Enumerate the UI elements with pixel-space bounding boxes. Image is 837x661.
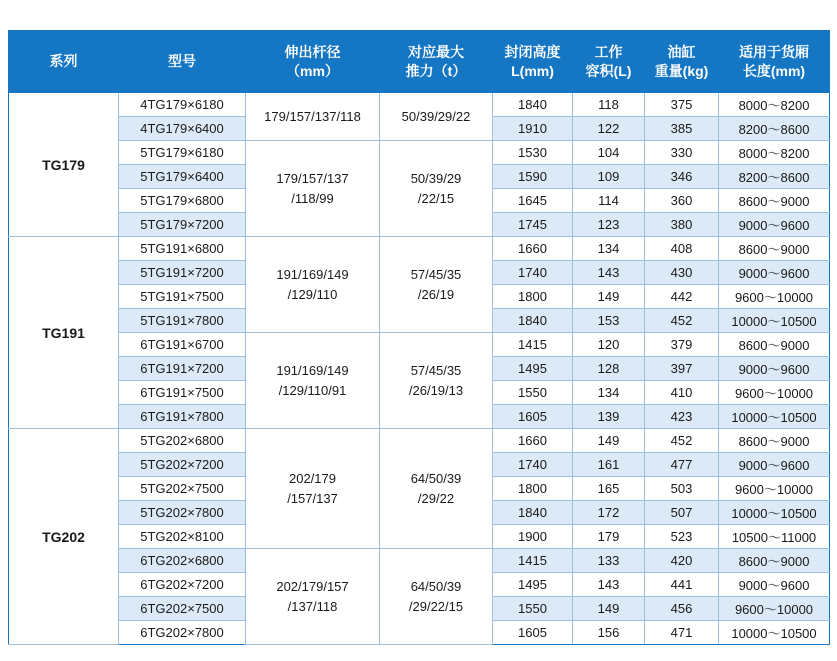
spec-table-container bbox=[8, 30, 829, 645]
working-volume-cell: 153 bbox=[573, 309, 645, 333]
header-line: 长度(mm) bbox=[742, 62, 806, 79]
header-line: 工作 bbox=[594, 43, 623, 60]
closed-height-cell: 1660 bbox=[493, 237, 573, 261]
hydraulic-cylinder-spec-table bbox=[8, 30, 830, 645]
header-line: 型号 bbox=[168, 53, 196, 70]
header-line: 伸出杆径 bbox=[284, 43, 341, 60]
working-volume-cell: 143 bbox=[573, 573, 645, 597]
cylinder-weight-cell: 408 bbox=[645, 237, 719, 261]
cylinder-weight-cell: 430 bbox=[645, 261, 719, 285]
closed-height-cell: 1530 bbox=[493, 141, 573, 165]
closed-height-cell: 1800 bbox=[493, 477, 573, 501]
cylinder-weight-cell: 420 bbox=[645, 549, 719, 573]
working-volume-cell: 118 bbox=[573, 93, 645, 117]
rod-diameter-cell: 191/169/149 /129/110 bbox=[246, 237, 380, 333]
model-cell: 6TG202×6800 bbox=[119, 549, 246, 573]
working-volume-cell: 134 bbox=[573, 381, 645, 405]
header-line: 重量(kg) bbox=[654, 62, 709, 79]
model-cell: 6TG202×7200 bbox=[119, 573, 246, 597]
closed-height-cell: 1605 bbox=[493, 621, 573, 645]
header-cell-max-thrust bbox=[380, 31, 493, 93]
working-volume-cell: 128 bbox=[573, 357, 645, 381]
model-cell: 5TG202×7800 bbox=[119, 501, 246, 525]
cargo-length-cell: 9000～9600 bbox=[719, 453, 830, 477]
cylinder-weight-cell: 397 bbox=[645, 357, 719, 381]
cargo-length-cell: 8000～8200 bbox=[719, 141, 830, 165]
model-cell: 6TG202×7800 bbox=[119, 621, 246, 645]
working-volume-cell: 134 bbox=[573, 237, 645, 261]
rod-diameter-cell: 191/169/149 /129/110/91 bbox=[246, 333, 380, 429]
model-cell: 6TG191×7500 bbox=[119, 381, 246, 405]
model-cell: 4TG179×6400 bbox=[119, 117, 246, 141]
working-volume-cell: 156 bbox=[573, 621, 645, 645]
model-cell: 5TG202×7200 bbox=[119, 453, 246, 477]
model-cell: 4TG179×6180 bbox=[119, 93, 246, 117]
header-line: 油缸 bbox=[667, 43, 696, 60]
cargo-length-cell: 9600～10000 bbox=[719, 285, 830, 309]
table-body bbox=[9, 93, 830, 645]
closed-height-cell: 1495 bbox=[493, 573, 573, 597]
table-header bbox=[9, 31, 830, 93]
working-volume-cell: 139 bbox=[573, 405, 645, 429]
cylinder-weight-cell: 477 bbox=[645, 453, 719, 477]
closed-height-cell: 1415 bbox=[493, 333, 573, 357]
cargo-length-cell: 8200～8600 bbox=[719, 165, 830, 189]
cylinder-weight-cell: 385 bbox=[645, 117, 719, 141]
table-row bbox=[9, 237, 830, 261]
working-volume-cell: 149 bbox=[573, 285, 645, 309]
cargo-length-cell: 10000～10500 bbox=[719, 309, 830, 333]
closed-height-cell: 1740 bbox=[493, 261, 573, 285]
rod-diameter-cell: 202/179/157 /137/118 bbox=[246, 549, 380, 645]
model-cell: 6TG202×7500 bbox=[119, 597, 246, 621]
cylinder-weight-cell: 471 bbox=[645, 621, 719, 645]
closed-height-cell: 1900 bbox=[493, 525, 573, 549]
working-volume-cell: 165 bbox=[573, 477, 645, 501]
cargo-length-cell: 8600～9000 bbox=[719, 333, 830, 357]
closed-height-cell: 1645 bbox=[493, 189, 573, 213]
series-cell: TG202 bbox=[9, 429, 119, 645]
closed-height-cell: 1605 bbox=[493, 405, 573, 429]
closed-height-cell: 1660 bbox=[493, 429, 573, 453]
header-line: 对应最大 bbox=[408, 43, 464, 60]
header-line: （mm） bbox=[286, 62, 339, 79]
cargo-length-cell: 9600～10000 bbox=[719, 381, 830, 405]
working-volume-cell: 114 bbox=[573, 189, 645, 213]
model-cell: 5TG202×7500 bbox=[119, 477, 246, 501]
model-cell: 5TG179×6800 bbox=[119, 189, 246, 213]
series-cell: TG191 bbox=[9, 237, 119, 429]
cylinder-weight-cell: 423 bbox=[645, 405, 719, 429]
cargo-length-cell: 10500～11000 bbox=[719, 525, 830, 549]
model-cell: 5TG179×7200 bbox=[119, 213, 246, 237]
header-line: 封闭高度 bbox=[504, 43, 561, 60]
table-row bbox=[9, 549, 830, 573]
header-cell-cylinder-weight bbox=[645, 31, 719, 93]
cargo-length-cell: 8600～9000 bbox=[719, 189, 830, 213]
cargo-length-cell: 8000～8200 bbox=[719, 93, 830, 117]
header-cell-rod-diameter bbox=[246, 31, 380, 93]
closed-height-cell: 1415 bbox=[493, 549, 573, 573]
working-volume-cell: 122 bbox=[573, 117, 645, 141]
model-cell: 6TG191×7200 bbox=[119, 357, 246, 381]
model-cell: 5TG191×7500 bbox=[119, 285, 246, 309]
header-line: 推力（t） bbox=[405, 62, 467, 79]
cargo-length-cell: 9000～9600 bbox=[719, 261, 830, 285]
cargo-length-cell: 8600～9000 bbox=[719, 429, 830, 453]
rod-diameter-cell: 202/179 /157/137 bbox=[246, 429, 380, 549]
working-volume-cell: 149 bbox=[573, 597, 645, 621]
working-volume-cell: 123 bbox=[573, 213, 645, 237]
working-volume-cell: 179 bbox=[573, 525, 645, 549]
header-row bbox=[9, 31, 830, 93]
cylinder-weight-cell: 346 bbox=[645, 165, 719, 189]
cylinder-weight-cell: 375 bbox=[645, 93, 719, 117]
cargo-length-cell: 8600～9000 bbox=[719, 549, 830, 573]
working-volume-cell: 133 bbox=[573, 549, 645, 573]
header-cell-series bbox=[9, 31, 119, 93]
max-thrust-cell: 50/39/29 /22/15 bbox=[380, 141, 493, 237]
model-cell: 5TG191×7800 bbox=[119, 309, 246, 333]
cylinder-weight-cell: 503 bbox=[645, 477, 719, 501]
max-thrust-cell: 64/50/39 /29/22/15 bbox=[380, 549, 493, 645]
working-volume-cell: 149 bbox=[573, 429, 645, 453]
header-cell-model bbox=[119, 31, 246, 93]
cargo-length-cell: 10000～10500 bbox=[719, 405, 830, 429]
rod-diameter-cell: 179/157/137/118 bbox=[246, 93, 380, 141]
rod-diameter-cell: 179/157/137 /118/99 bbox=[246, 141, 380, 237]
closed-height-cell: 1840 bbox=[493, 501, 573, 525]
closed-height-cell: 1745 bbox=[493, 213, 573, 237]
closed-height-cell: 1840 bbox=[493, 309, 573, 333]
max-thrust-cell: 57/45/35 /26/19 bbox=[380, 237, 493, 333]
max-thrust-cell: 64/50/39 /29/22 bbox=[380, 429, 493, 549]
cargo-length-cell: 9600～10000 bbox=[719, 597, 830, 621]
table-row bbox=[9, 333, 830, 357]
cylinder-weight-cell: 360 bbox=[645, 189, 719, 213]
closed-height-cell: 1740 bbox=[493, 453, 573, 477]
working-volume-cell: 109 bbox=[573, 165, 645, 189]
cargo-length-cell: 9000～9600 bbox=[719, 573, 830, 597]
cylinder-weight-cell: 410 bbox=[645, 381, 719, 405]
cylinder-weight-cell: 380 bbox=[645, 213, 719, 237]
working-volume-cell: 143 bbox=[573, 261, 645, 285]
closed-height-cell: 1910 bbox=[493, 117, 573, 141]
cylinder-weight-cell: 456 bbox=[645, 597, 719, 621]
series-cell: TG179 bbox=[9, 93, 119, 237]
closed-height-cell: 1840 bbox=[493, 93, 573, 117]
header-line: 容积(L) bbox=[585, 62, 632, 79]
closed-height-cell: 1495 bbox=[493, 357, 573, 381]
cargo-length-cell: 10000～10500 bbox=[719, 621, 830, 645]
closed-height-cell: 1590 bbox=[493, 165, 573, 189]
model-cell: 5TG191×6800 bbox=[119, 237, 246, 261]
table-row bbox=[9, 429, 830, 453]
closed-height-cell: 1800 bbox=[493, 285, 573, 309]
working-volume-cell: 120 bbox=[573, 333, 645, 357]
closed-height-cell: 1550 bbox=[493, 597, 573, 621]
cargo-length-cell: 10000～10500 bbox=[719, 501, 830, 525]
cylinder-weight-cell: 442 bbox=[645, 285, 719, 309]
model-cell: 5TG202×6800 bbox=[119, 429, 246, 453]
cargo-length-cell: 8600～9000 bbox=[719, 237, 830, 261]
working-volume-cell: 161 bbox=[573, 453, 645, 477]
header-cell-closed-height bbox=[493, 31, 573, 93]
cylinder-weight-cell: 452 bbox=[645, 429, 719, 453]
header-cell-cargo-length bbox=[719, 31, 830, 93]
model-cell: 6TG191×7800 bbox=[119, 405, 246, 429]
closed-height-cell: 1550 bbox=[493, 381, 573, 405]
cylinder-weight-cell: 441 bbox=[645, 573, 719, 597]
max-thrust-cell: 57/45/35 /26/19/13 bbox=[380, 333, 493, 429]
model-cell: 5TG179×6400 bbox=[119, 165, 246, 189]
cargo-length-cell: 8200～8600 bbox=[719, 117, 830, 141]
cylinder-weight-cell: 379 bbox=[645, 333, 719, 357]
header-line: L(mm) bbox=[511, 62, 554, 79]
working-volume-cell: 172 bbox=[573, 501, 645, 525]
model-cell: 6TG191×6700 bbox=[119, 333, 246, 357]
table-row bbox=[9, 141, 830, 165]
model-cell: 5TG179×6180 bbox=[119, 141, 246, 165]
cylinder-weight-cell: 523 bbox=[645, 525, 719, 549]
model-cell: 5TG202×8100 bbox=[119, 525, 246, 549]
cylinder-weight-cell: 507 bbox=[645, 501, 719, 525]
working-volume-cell: 104 bbox=[573, 141, 645, 165]
cargo-length-cell: 9000～9600 bbox=[719, 357, 830, 381]
cylinder-weight-cell: 452 bbox=[645, 309, 719, 333]
cargo-length-cell: 9000～9600 bbox=[719, 213, 830, 237]
model-cell: 5TG191×7200 bbox=[119, 261, 246, 285]
cargo-length-cell: 9600～10000 bbox=[719, 477, 830, 501]
header-line: 系列 bbox=[49, 53, 78, 70]
table-row bbox=[9, 93, 830, 117]
max-thrust-cell: 50/39/29/22 bbox=[380, 93, 493, 141]
cylinder-weight-cell: 330 bbox=[645, 141, 719, 165]
header-line: 适用于货厢 bbox=[739, 43, 809, 60]
header-cell-working-volume bbox=[573, 31, 645, 93]
